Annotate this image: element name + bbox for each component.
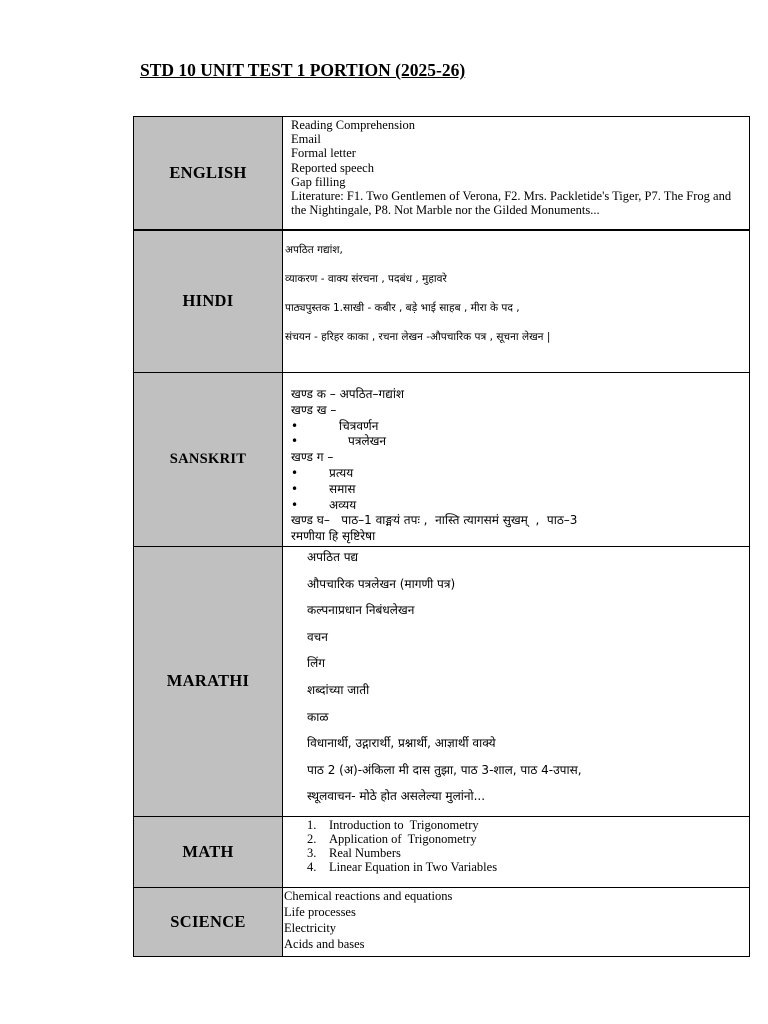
- list-item: Literature: F1. Two Gentlemen of Verona, F2. Mrs. Packletide's Tiger, P7. The Frog and the Nightingale, P8. Not Marble nor the Gilded Monuments...: [291, 189, 732, 218]
- list-item-text: अव्यय: [329, 497, 357, 512]
- sanskrit-section-kha: खण्ड ख –: [291, 402, 337, 417]
- list-item: [291, 482, 745, 498]
- list-item: वचन: [307, 629, 328, 644]
- subject-row-math: [134, 816, 750, 887]
- list-item: स्थूलवाचन- मोठे होत असलेल्या मुलांनो...: [307, 789, 486, 804]
- list-number: 2.: [307, 831, 317, 846]
- bullet-icon: •: [291, 497, 299, 512]
- portion-table: [133, 116, 750, 957]
- subject-name-sanskrit: SANSKRIT: [134, 373, 283, 547]
- list-item: Formal letter: [291, 146, 356, 161]
- list-item: [307, 860, 749, 874]
- sanskrit-section-gha: खण्ड घ– पाठ–1 वाङ्मयं तपः , नास्ति त्यागसमं सुखम् , पाठ–3: [291, 513, 578, 528]
- list-item: [291, 498, 745, 514]
- subject-row-english: [134, 117, 750, 230]
- list-item: Chemical reactions and equations: [284, 888, 453, 903]
- topics-science: [283, 887, 750, 956]
- list-number: 3.: [307, 845, 317, 860]
- list-item: Acids and bases: [284, 936, 365, 951]
- topics-hindi: [283, 230, 750, 373]
- list-number: 4.: [307, 859, 317, 874]
- list-item: [307, 832, 749, 846]
- list-item: [291, 434, 745, 450]
- list-item: अपठित पद्य: [307, 550, 359, 564]
- list-item: संचयन - हरिहर काका , रचना लेखन -औपचारिक पत्र , सूचना लेखन |: [285, 330, 551, 343]
- bullet-icon: •: [291, 481, 299, 496]
- list-item: [307, 846, 749, 860]
- list-item: Reading Comprehension: [291, 118, 415, 132]
- list-item: Electricity: [284, 920, 337, 935]
- sanskrit-section-gha-cont: रमणीया हि सृष्टिरेषा: [291, 529, 376, 544]
- list-item: व्याकरण - वाक्य संरचना , पदबंध , मुहावरे: [285, 272, 447, 285]
- list-item: काळ: [307, 709, 329, 724]
- topics-math: [283, 816, 750, 887]
- list-item-text: समास: [329, 481, 356, 496]
- bullet-icon: •: [291, 434, 299, 449]
- subject-name-science: SCIENCE: [134, 887, 283, 956]
- list-item: पाठ 2 (अ)-अंकिला मी दास तुझा, पाठ 3-शाल, पाठ 4-उपास,: [307, 762, 582, 777]
- list-item: Life processes: [284, 904, 356, 919]
- list-item: Reported speech: [291, 160, 374, 175]
- subject-row-marathi: [134, 547, 750, 817]
- list-item-text: प्रत्यय: [329, 465, 354, 480]
- list-item-text: पत्रलेखन: [348, 434, 387, 449]
- list-item-text: चित्रवर्णन: [339, 418, 379, 433]
- list-number: 1.: [307, 817, 317, 832]
- list-item: विधानार्थी, उद्गारार्थी, प्रश्नार्थी, आज्ञार्थी वाक्ये: [307, 736, 496, 751]
- subject-row-hindi: [134, 230, 750, 373]
- subject-row-science: [134, 887, 750, 956]
- subject-row-sanskrit: [134, 373, 750, 547]
- subject-name-marathi: MARATHI: [134, 547, 283, 817]
- list-item: [291, 419, 745, 435]
- subject-name-math: MATH: [134, 816, 283, 887]
- list-item: कल्पनाप्रधान निबंधलेखन: [307, 603, 415, 618]
- list-item: शब्दांच्या जाती: [307, 682, 370, 697]
- list-item-text: Linear Equation in Two Variables: [329, 859, 498, 874]
- page-title: STD 10 UNIT TEST 1 PORTION (2025-26): [140, 60, 466, 80]
- sanskrit-section-ka: खण्ड क – अपठित–गद्यांश: [291, 387, 405, 401]
- sanskrit-section-ga: खण्ड ग –: [291, 450, 334, 465]
- list-item: औपचारिक पत्रलेखन (मागणी पत्र): [307, 576, 456, 591]
- list-item: [291, 466, 745, 482]
- list-item: Gap filling: [291, 174, 346, 189]
- topics-marathi: [283, 547, 750, 817]
- bullet-icon: •: [291, 465, 299, 480]
- list-item: लिंग: [307, 656, 326, 671]
- list-item-text: Application of Trigonometry: [329, 831, 477, 846]
- list-item-text: Introduction to Trigonometry: [329, 817, 479, 832]
- list-item-text: Real Numbers: [329, 845, 401, 860]
- topics-english: [283, 117, 750, 230]
- topics-sanskrit: [283, 373, 750, 547]
- subject-name-english: ENGLISH: [134, 117, 283, 230]
- subject-name-hindi: HINDI: [134, 230, 283, 373]
- list-item: Email: [291, 132, 321, 147]
- list-item: पाठ्यपुस्तक 1.साखी - कबीर , बड़े भाई साहब , मीरा के पद ,: [285, 301, 520, 314]
- list-item: अपठित गद्यांश,: [285, 243, 343, 256]
- list-item: [307, 818, 749, 832]
- bullet-icon: •: [291, 418, 299, 433]
